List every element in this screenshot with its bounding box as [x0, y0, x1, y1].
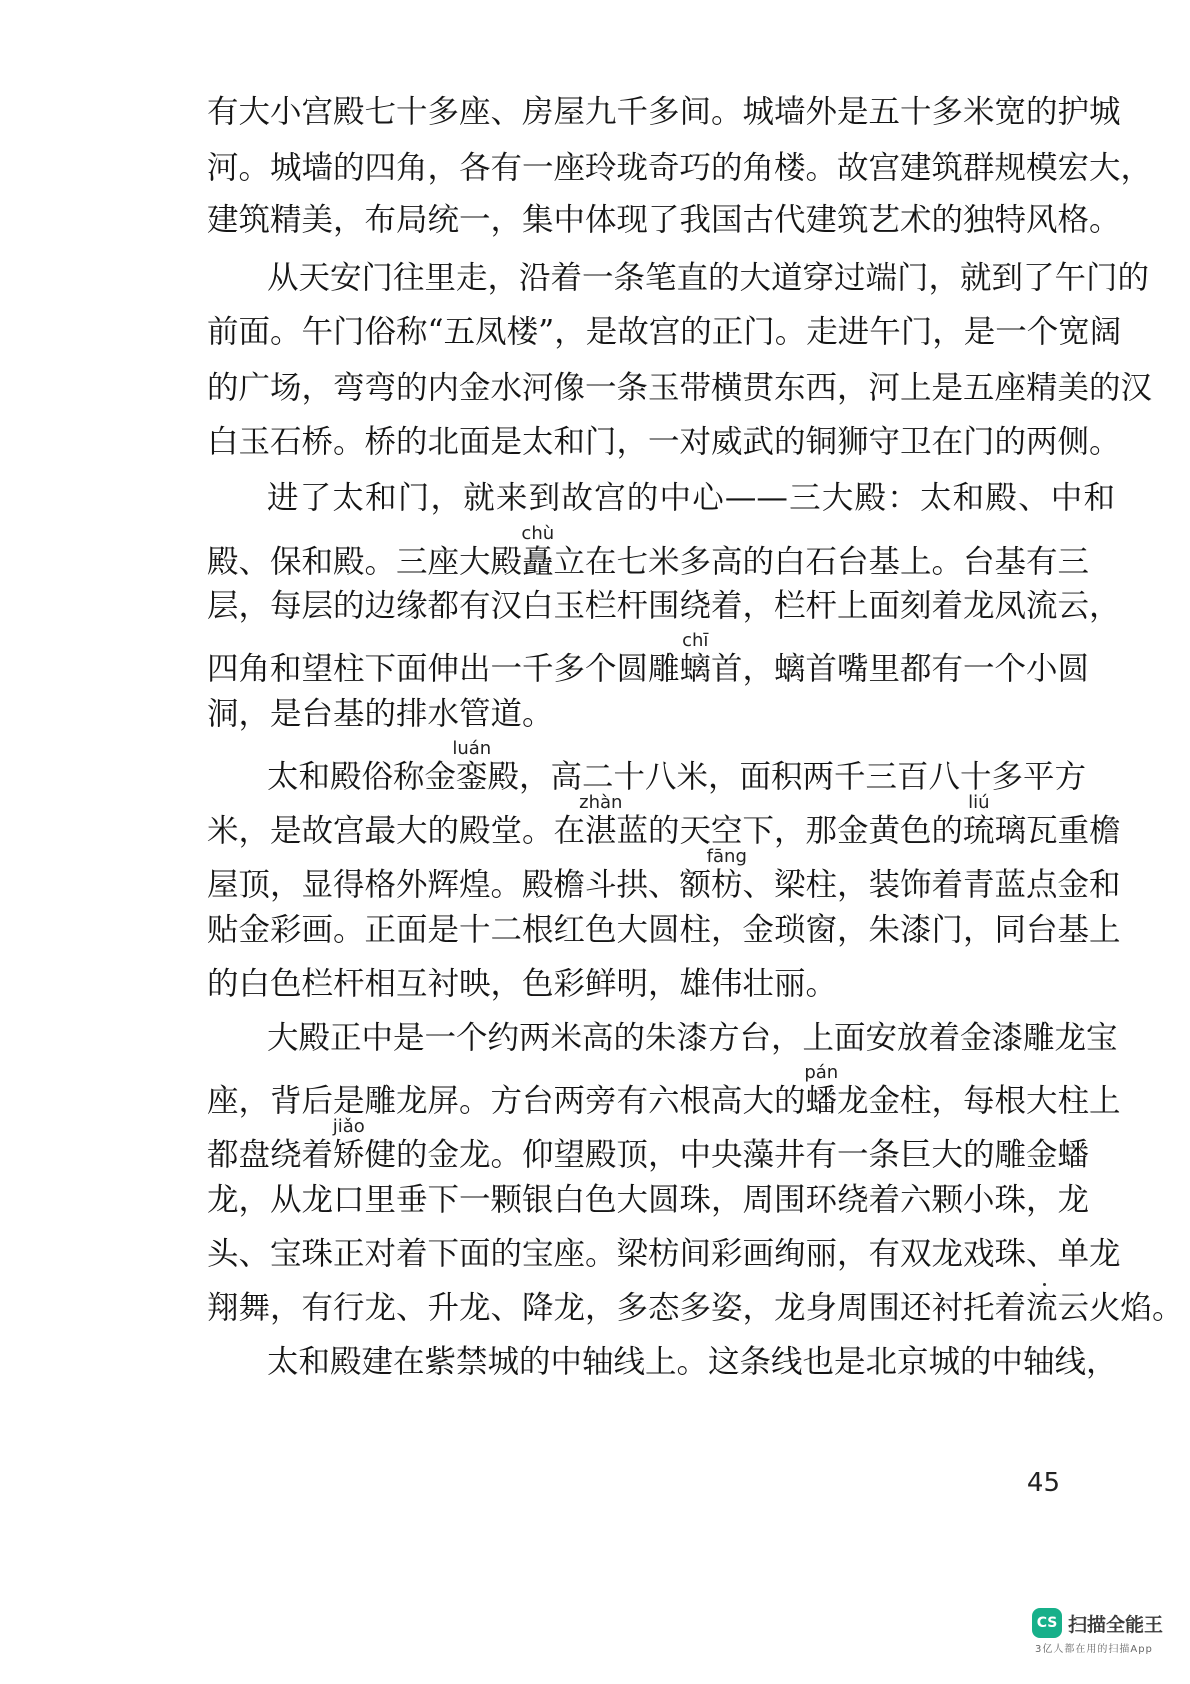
text-line	[207, 1116, 1090, 1174]
text-line	[207, 630, 1090, 688]
text-line: 的白色栏杆相互衬映，色彩鲜明，雄伟壮丽。	[207, 966, 838, 1002]
text-segment: 座，背后是雕龙屏。方台两旁有六根高大的	[207, 1083, 806, 1119]
text-segment: 米，是故宫最大的殿堂。在	[207, 813, 586, 849]
paragraph-first-line: 进了太和门，就来到故宫的中心——三大殿：太和殿、中和	[267, 480, 1115, 516]
annotated-character: 琉liú	[963, 792, 995, 849]
scanner-watermark	[1032, 1606, 1172, 1655]
page-number: 45	[1026, 1468, 1060, 1498]
text-line: 洞，是台基的排水管道。	[207, 696, 554, 732]
text-line: 龙，从龙口里垂下一颗银白色大圆珠，周围环绕着六颗小珠，龙	[207, 1182, 1090, 1218]
annotated-character: 湛zhàn	[579, 792, 623, 849]
annotated-character: 銮luán	[452, 738, 492, 795]
text-line: 贴金彩画。正面是十二根红色大圆柱，金琐窗，朱漆门，同台基上	[207, 912, 1121, 948]
text-line: 白玉石桥。桥的北面是太和门，一对威武的铜狮守卫在门的两侧。	[207, 424, 1121, 460]
paragraph-first-line: 从天安门往里走，沿着一条笔直的大道穿过端门，就到了午门的	[267, 260, 1150, 296]
text-segment: 蓝的天空下，那金黄色的	[616, 813, 964, 849]
text-segment: 、梁柱，装饰着青蓝点金和	[742, 867, 1121, 903]
watermark-subtitle: 3亿人都在用的扫描App	[1035, 1644, 1153, 1655]
text-line: 的广场，弯弯的内金水河像一条玉带横贯东西，河上是五座精美的汉	[207, 370, 1153, 406]
paragraph-first-line	[207, 740, 1115, 796]
text-line: 建筑精美，布局统一，集中体现了我国古代建筑艺术的独特风格。	[207, 202, 1121, 238]
text-segment: 四角和望柱下面伸出一千多个圆雕	[207, 651, 680, 687]
text-line	[207, 1062, 1121, 1120]
pinyin-annotation: chī	[679, 630, 712, 651]
text-line: 有大小宫殿七十多座、房屋九千多间。城墙外是五十多米宽的护城	[207, 94, 1121, 130]
text-segment: 龙金柱，每根大柱上	[837, 1083, 1121, 1119]
annotated-character: 蟠pán	[804, 1062, 839, 1119]
watermark-title: 扫描全能王	[1068, 1614, 1164, 1636]
pinyin-annotation: luán	[452, 738, 492, 759]
pinyin-annotation: liú	[963, 792, 995, 813]
annotated-character: 螭chī	[679, 630, 712, 687]
paragraph-first-line: 大殿正中是一个约两米高的朱漆方台，上面安放着金漆雕龙宝	[267, 1020, 1118, 1056]
text-line: 翔舞，有行龙、升龙、降龙，多态多姿，龙身周围还衬托着流云火焰。	[207, 1290, 1184, 1326]
scan-speck	[1043, 1283, 1046, 1286]
text-line: 层，每层的边缘都有汉白玉栏杆围绕着，栏杆上面刻着龙凤流云，	[207, 588, 1121, 624]
pinyin-annotation: chù	[521, 523, 555, 544]
annotated-character: 枋fāng	[706, 846, 747, 903]
text-segment: 太和殿俗称金	[267, 759, 457, 795]
text-segment: 殿，高二十八米，面积两千三百八十多平方	[487, 759, 1087, 795]
text-segment: 璃瓦重檐	[994, 813, 1121, 849]
text-line: 河。城墙的四角，各有一座玲珑奇巧的角楼。故宫建筑群规模宏大，	[207, 150, 1153, 186]
text-line	[207, 523, 1090, 581]
text-segment: 健的金龙。仰望殿顶，中央藻井有一条巨大的雕金蟠	[364, 1137, 1090, 1173]
text-line: 头、宝珠正对着下面的宝座。梁枋间彩画绚丽，有双龙戏珠、单龙	[207, 1236, 1121, 1272]
text-segment: 屋顶，显得格外辉煌。殿檐斗拱、额	[207, 867, 712, 903]
pinyin-annotation: pán	[804, 1062, 839, 1083]
annotated-character: 矫jiǎo	[332, 1116, 365, 1173]
pinyin-annotation: fāng	[706, 846, 747, 867]
pinyin-annotation: zhàn	[579, 792, 623, 813]
camscanner-logo-icon: CS	[1032, 1608, 1062, 1638]
text-segment: 首，螭首嘴里都有一个小圆	[711, 651, 1090, 687]
text-line: 前面。午门俗称“五凤楼”，是故宫的正门。走进午门，是一个宽阔	[207, 314, 1122, 350]
pinyin-annotation: jiǎo	[332, 1116, 365, 1137]
text-segment: 都盘绕着	[207, 1137, 334, 1173]
text-segment: 殿、保和殿。三座大殿	[207, 544, 523, 580]
text-line	[207, 792, 1121, 850]
text-segment: 立在七米多高的白石台基上。台基有三	[553, 544, 1090, 580]
text-line	[207, 846, 1121, 904]
annotated-character: 矗chù	[521, 523, 555, 580]
paragraph-first-line: 太和殿建在紫禁城的中轴线上。这条线也是北京城的中轴线，	[267, 1344, 1118, 1380]
